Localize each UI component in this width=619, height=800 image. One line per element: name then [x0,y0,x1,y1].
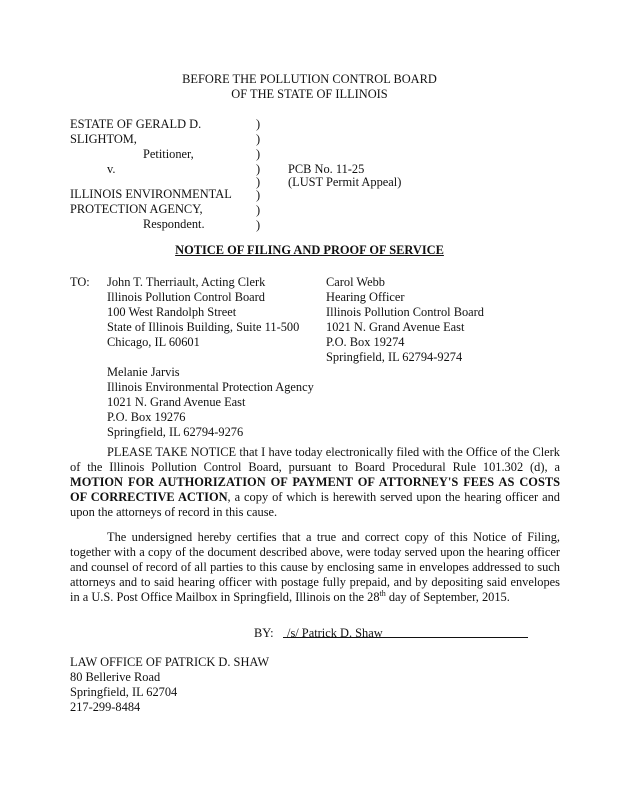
caption-bracket: ) [256,218,261,232]
address-line: Illinois Pollution Control Board [326,305,484,319]
address-line: P.O. Box 19276 [107,410,186,424]
address-line: 1021 N. Grand Avenue East [107,395,246,409]
address-line: State of Illinois Building, Suite 11-500 [107,320,300,334]
address-line: P.O. Box 19274 [326,335,405,349]
motion-title: MOTION FOR AUTHORIZATION OF PAYMENT OF ATTORNEY'S FEES AS COSTS OF CORRECTIVE ACTION [70,475,560,504]
certification-paragraph [70,530,560,605]
caption-bracket: ) [256,203,261,217]
to-label: TO: [70,275,90,289]
court-heading-line1: BEFORE THE POLLUTION CONTROL BOARD [182,72,437,86]
caption-bracket: ) [256,162,261,176]
signature-line [283,637,528,638]
address-line: Springfield, IL 62794-9274 [326,350,463,364]
address-line: Chicago, IL 60601 [107,335,200,349]
caption-bracket: ) [256,175,261,189]
caption-party-line: PROTECTION AGENCY, [70,202,203,216]
firm-line: 80 Bellerive Road [70,670,161,684]
caption-party-line: Petitioner, [143,147,194,161]
notice-lead: PLEASE TAKE NOTICE that I have today electronically filed with the Office of the Clerk of the Illinois Pollution Control Board, pursuant to Board Procedural Rule 101.302 (d), a [70,445,560,474]
address-line: Carol Webb [326,275,385,289]
firm-line: 217-299-8484 [70,700,141,714]
caption-bracket: ) [256,188,261,202]
address-line: 100 West Randolph Street [107,305,237,319]
firm-line: LAW OFFICE OF PATRICK D. SHAW [70,655,270,669]
notice-title: NOTICE OF FILING AND PROOF OF SERVICE [175,243,444,257]
address-line: Melanie Jarvis [107,365,180,379]
notice-paragraph [70,445,560,520]
signature-by-label: BY: [254,626,274,640]
address-line: Springfield, IL 62794-9276 [107,425,244,439]
caption-party-line: Respondent. [143,217,205,231]
address-line: Illinois Environmental Protection Agency [107,380,314,394]
caption-party-line: ILLINOIS ENVIRONMENTAL [70,187,232,201]
firm-line: Springfield, IL 62704 [70,685,178,699]
certification-text: The undersigned hereby certifies that a true and correct copy of this Notice of Filing, together with a copy of the document described above, were today served upon the hearing officer and counsel of record of all parties to this cause by enclosing same in envelopes addressed to such attorneys and to said hearing officer with postage fully prepaid, and by depositing said envelopes in a U.S. Post Office Mailbox in Springfield, Illinois on the 28 [70,530,560,604]
caption-bracket: ) [256,132,261,146]
caption-party-line: v. [107,162,116,176]
address-line: 1021 N. Grand Avenue East [326,320,465,334]
notice-tail: , a copy of which is herewith served upon the hearing officer and upon the attorneys of record in this cause. [70,490,560,519]
signature-name: /s/ Patrick D. Shaw [287,626,383,640]
address-line: Hearing Officer [326,290,405,304]
caption-bracket: ) [256,147,261,161]
court-heading-line2: OF THE STATE OF ILLINOIS [231,87,388,101]
address-line: Illinois Pollution Control Board [107,290,265,304]
address-line: John T. Therriault, Acting Clerk [107,275,266,289]
caption-party-line: SLIGHTOM, [70,132,137,146]
certification-end: day of September, 2015. [385,590,510,604]
case-number: PCB No. 11-25 [288,162,365,176]
case-type: (LUST Permit Appeal) [288,175,402,189]
caption-party-line: ESTATE OF GERALD D. [70,117,202,131]
certification-ordinal: th [379,588,386,598]
caption-bracket: ) [256,117,261,131]
